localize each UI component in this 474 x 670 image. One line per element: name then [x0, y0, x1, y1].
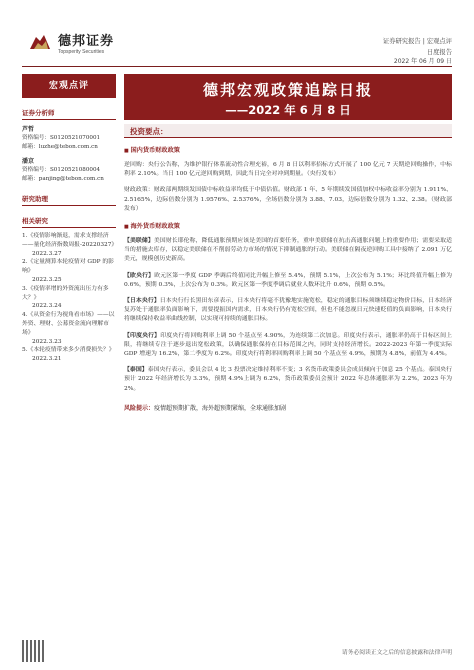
header-divider: [22, 66, 452, 67]
paragraph: 【美联储】美国财长耶伦称，降低通胀预期应该是美国的首要任务，重申美联储在抗击高通胀问题上的重要作用；需要采取适当的措施去库存，以稳定美联储在不削弱劳动力市场的情况下抑制通胀的行动。美联储在隔夜逆回购工具中接纳了 2.091 万亿美元，规模创历史新高。: [124, 237, 453, 263]
report-subtitle: ——2022 年 6 月 8 日: [225, 103, 351, 117]
risk-warning: [124, 404, 452, 413]
analyst-email[interactable]: 邮箱：panjing@tebon.com.cn: [22, 176, 104, 182]
analyst-license: 资格编号：S0120521070001: [22, 135, 101, 141]
paragraph: 【欧央行】欧元区第一季度 GDP 季调后终值同比升幅上修至 5.4%，预期 5.1%，上次公布为 5.1%；环比终值升幅上修为 0.6%，预期 0.3%，上次公布为 0.3%。欧元区第一季度季调后就业人数环比升 0.6%，预期 0.5%。: [124, 271, 453, 288]
report-type-line2: 日度报告: [426, 49, 452, 56]
research-assistant-heading: 研究助理: [22, 194, 116, 206]
paragraph: 逆回购：央行公告称，为维护银行体系流动性合理充裕，6 月 8 日以利率招标方式开展了 100 亿元 7 天期逆回购操作，中标利率 2.10%。当日 100 亿元逆回购到期，因此当日完全对冲到期量。（央行发布）: [124, 162, 452, 178]
report-type-line1: 证券研究报告 | 宏观点评: [382, 38, 452, 45]
related-item[interactable]: 5.《本轮疫情带来多少消费损失？》 2022.3.21: [22, 347, 115, 363]
related-research-heading: 相关研究: [22, 216, 116, 228]
analyst-license: 资格编号：S0120521080004: [22, 167, 101, 173]
paragraph: 财政政策：财政部两期续发国债中标收益率均低于中债估值。财政部 1 年、5 年期续发国债加权中标收益率分别为 1.911%、2.5165%，边际倍数分别为 1.9576%、2.5376%，全场倍数分别为 3.88、7.03，边际倍数分别为 1.32、2.38。（财政部发布）: [124, 187, 452, 212]
category-tag: 宏观点评: [22, 74, 116, 98]
risk-text: 疫情超预期扩散，海外超预期紧缩，全球通胀加剧: [154, 404, 287, 412]
analyst-name: 芦哲: [22, 126, 35, 133]
analyst-email[interactable]: 邮箱：luzhe@tebon.com.cn: [22, 144, 98, 150]
related-item[interactable]: 3.《疫情率增的外资流出压力有多大？》 2022.3.24: [22, 285, 109, 310]
paragraph: 【泰国】泰国央行表示，委员会以 4 比 3 投票决定维持利率不变；3 名货币政策委员会成员倾向于加息 25 个基点。泰国央行预计 2022 年经济增长为 3.3%，预期 4.9%上调为 6.2%，货币政策委员会预计 2022 年总体通胀率为 2.2%，2023 年为 2%。: [124, 366, 452, 392]
footer-disclaimer: 请务必阅读正文之后的信息披露和法律声明: [341, 650, 452, 656]
report-title: 德邦宏观政策追踪日报: [202, 81, 373, 99]
logo-name-en: Topsperity Securities: [58, 49, 105, 55]
sidebar: [22, 74, 116, 364]
report-type: [383, 36, 452, 58]
analysts-heading: 证券分析师: [22, 108, 116, 120]
report-title-banner: [124, 74, 452, 120]
qr-code-icon: [22, 640, 44, 662]
paragraph: 【印度央行】印度央行将回购利率上调 50 个基点至 4.90%，为连续第二次加息。印度央行表示，通胀率仍高于目标区间上限，将继续专注于逐步退出宽松政策，以确保通胀保持在目标范围之内，同时支持经济增长。2022-2023 年第一季度实际 GDP 增速为 16.2%，第二季度为 6.2%。印度央行将利率回购利率上调 50 个基点至 4.9%，预期为 4.8%，前值为 4.4%。: [124, 331, 453, 358]
related-item[interactable]: 4.《从资金行为视角看市场》——以外资、理财、公募资金流向理解市场》 2022.3.23: [22, 312, 115, 345]
bull-logo-icon: [28, 31, 52, 55]
section-heading: ■ 海外货币财政政策: [124, 221, 452, 230]
analyst-card: [22, 125, 116, 152]
related-research-list: [22, 232, 116, 364]
logo-name-cn: 德邦证券: [58, 34, 115, 49]
risk-label: 风险提示：: [124, 404, 155, 412]
main-content: [124, 124, 452, 413]
related-item[interactable]: 2.《定量测算本轮疫情对 GDP 的影响》 2022.3.25: [22, 259, 114, 283]
brand-logo: [28, 30, 114, 55]
section-heading: ■ 国内货币财政政策: [124, 145, 452, 154]
key-points-heading: 投资要点：: [124, 124, 452, 138]
analyst-card: [22, 157, 116, 184]
paragraph: 【日本央行】日本央行行长黑田东彦表示，日本央行将毫不犹豫地实施宽松，稳定的通胀目标须继续稳定物价目标，日本经济复苏处于通胀率负面影响下，需要提振国内需求，日本央行仍有宽松空间，但也不能忽视日元快速贬值的负面影响，日本央行将继续保持收益率曲线控制，以实现可持续的通胀目标。: [124, 297, 453, 323]
report-date: 2022 年 06 月 09 日: [393, 58, 452, 65]
related-item[interactable]: 1.《疫情影响渐退，需求支撑经济——量化经济指数周报-20220327》 2022.3.27: [22, 233, 118, 257]
analyst-name: 潘京: [22, 158, 35, 165]
